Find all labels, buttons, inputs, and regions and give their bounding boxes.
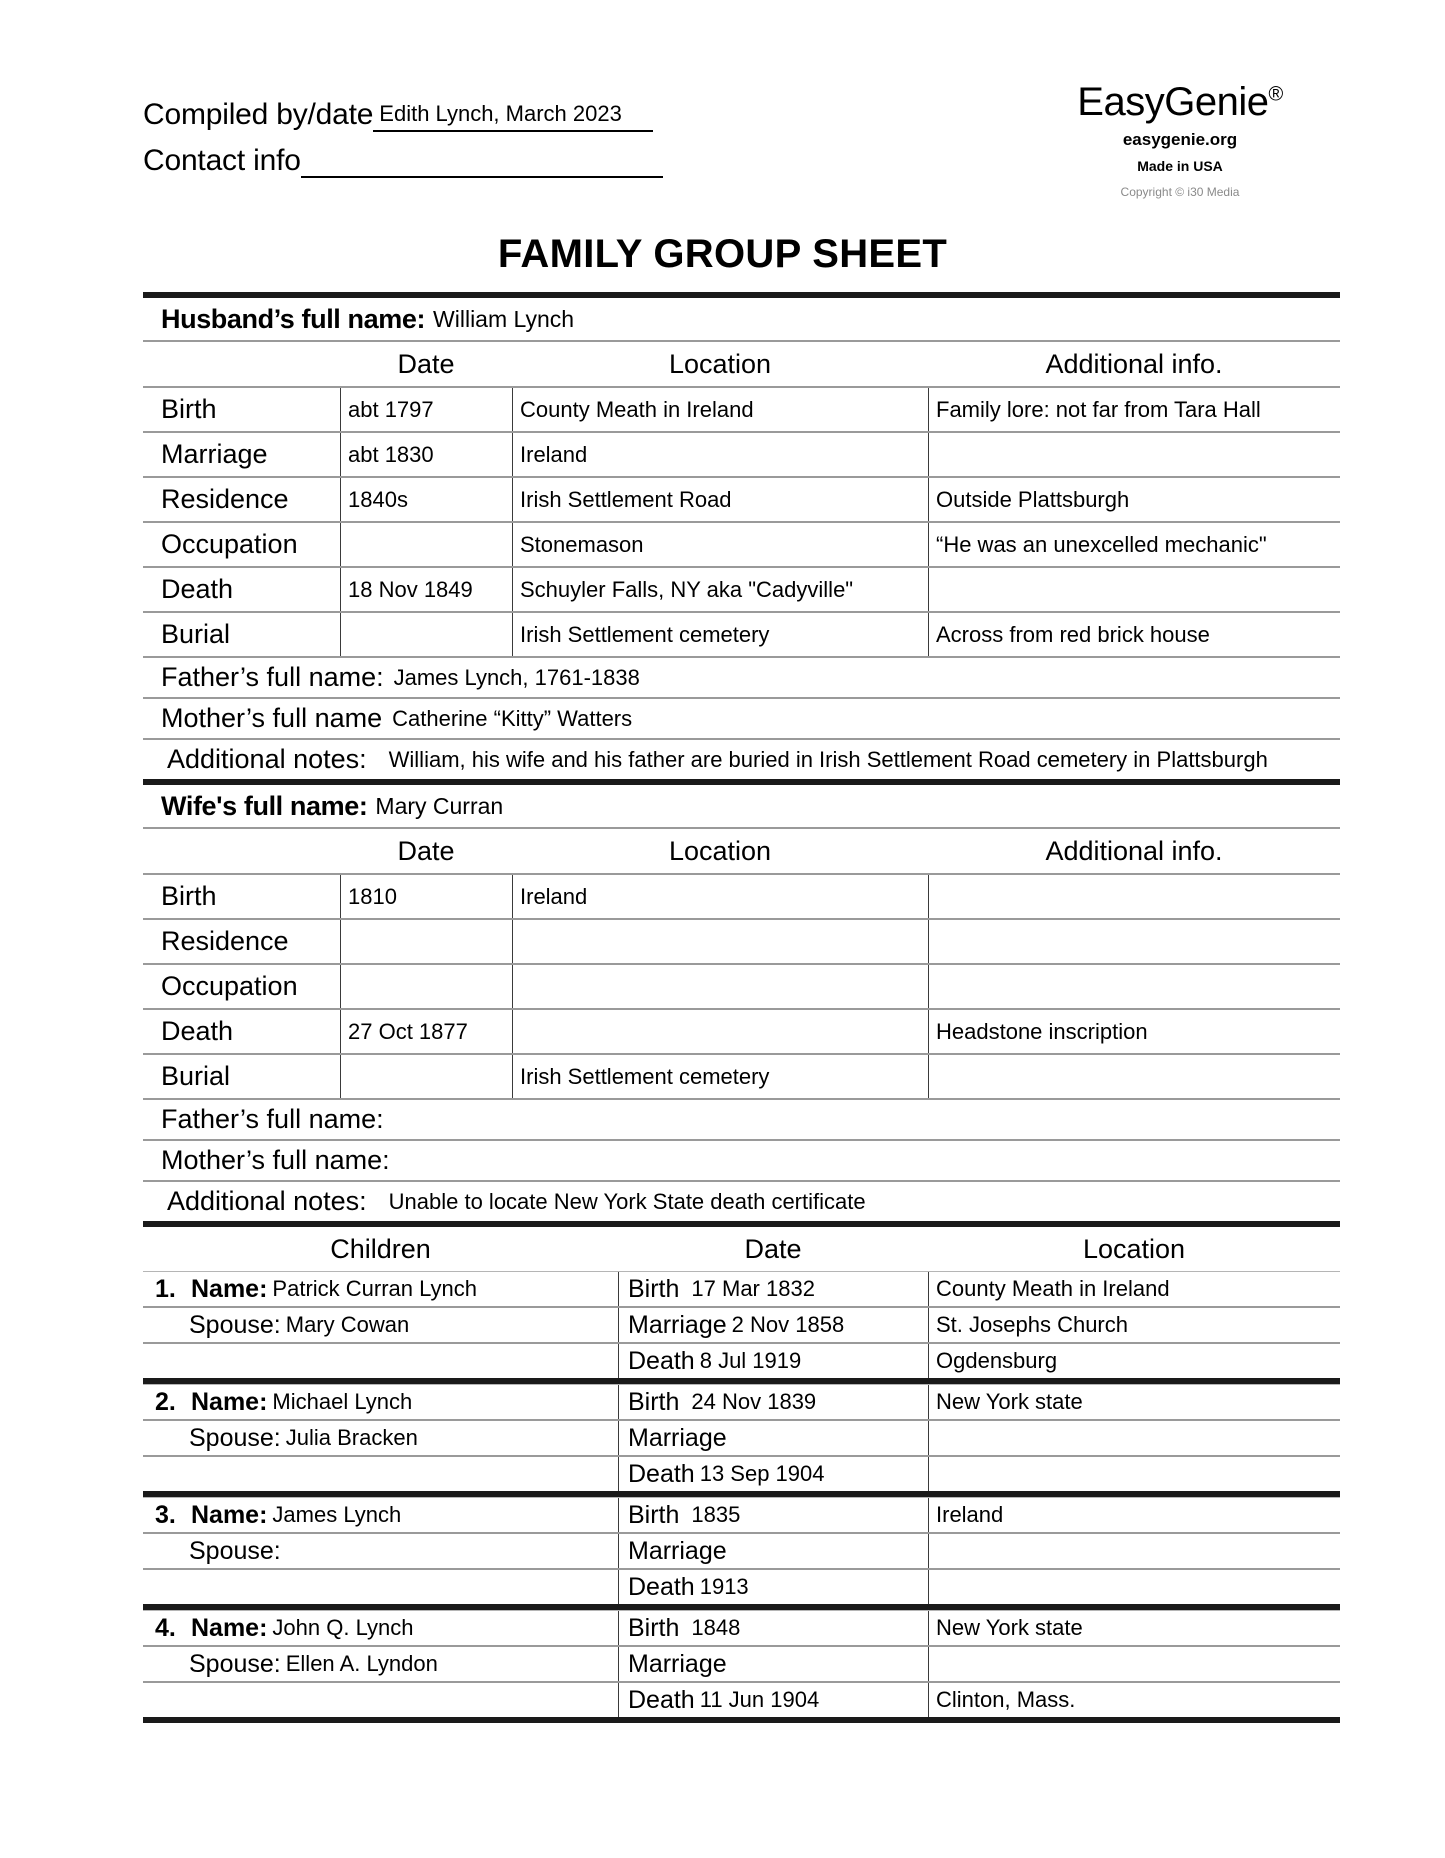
wife-event-table [143, 875, 1340, 1098]
husband-row-location[interactable]: Irish Settlement Road [512, 478, 928, 521]
child-spouse-cell[interactable] [143, 1421, 618, 1455]
husband-colhead-date: Date [397, 348, 455, 379]
husband-row-additional[interactable]: Family lore: not far from Tara Hall [928, 388, 1340, 431]
husband-father-value: James Lynch, 1761-1838 [393, 664, 640, 690]
child-death-label: Death [628, 1459, 695, 1488]
child-name-value: James Lynch [272, 1502, 402, 1527]
husband-row-location[interactable]: Irish Settlement cemetery [512, 613, 928, 656]
table-row[interactable] [143, 431, 1340, 476]
child-birth-label: Birth [628, 1500, 680, 1529]
child-birth-location[interactable]: New York state [928, 1611, 1340, 1645]
child-block [143, 1384, 1340, 1491]
table-row[interactable] [143, 388, 1340, 431]
wife-row-location[interactable] [512, 1010, 928, 1053]
husband-row-label: Residence [161, 484, 289, 514]
child-birth-location[interactable]: County Meath in Ireland [928, 1272, 1340, 1306]
table-row[interactable] [143, 1053, 1340, 1098]
child-death-cell[interactable] [618, 1570, 928, 1604]
husband-row-label: Occupation [161, 529, 298, 559]
wife-row-label: Death [161, 1016, 234, 1046]
husband-colhead-location: Location [668, 348, 772, 379]
child-marriage-location[interactable] [928, 1421, 1340, 1455]
child-spouse-cell[interactable] [143, 1534, 618, 1568]
wife-colhead-date: Date [397, 835, 455, 866]
registered-trademark-icon: ® [1268, 83, 1283, 106]
child-death-row[interactable] [143, 1342, 1340, 1378]
divider-sheet-bottom [143, 1717, 1340, 1723]
husband-row-date[interactable] [340, 613, 512, 656]
wife-colhead-additional: Additional info. [1045, 835, 1223, 866]
child-death-row[interactable] [143, 1568, 1340, 1604]
child-birth-label: Birth [628, 1613, 680, 1642]
easygenie-branding [1020, 80, 1340, 200]
wife-notes-row[interactable] [143, 1180, 1340, 1221]
wife-row-location[interactable] [512, 965, 928, 1008]
child-name-row[interactable] [143, 1271, 1340, 1306]
child-spouse-value: Julia Bracken [285, 1425, 418, 1450]
husband-row-additional[interactable] [928, 568, 1340, 611]
table-row[interactable] [143, 521, 1340, 566]
child-death-label: Death [628, 1346, 695, 1375]
wife-row-date[interactable] [340, 1055, 512, 1098]
child-death-cell[interactable] [618, 1457, 928, 1491]
wife-notes-value: Unable to locate New York State death certificate [388, 1188, 866, 1214]
wife-row-label: Occupation [161, 971, 298, 1001]
husband-row-label: Burial [161, 619, 231, 649]
wife-row-location[interactable]: Irish Settlement cemetery [512, 1055, 928, 1098]
child-block [143, 1610, 1340, 1717]
wife-name-row[interactable] [143, 785, 1340, 827]
child-marriage-cell[interactable] [618, 1534, 928, 1568]
contact-info-label: Contact info [143, 144, 301, 177]
husband-row-date[interactable]: abt 1830 [340, 433, 512, 476]
wife-mother-row[interactable] [143, 1139, 1340, 1180]
children-colhead-date: Date [744, 1233, 802, 1264]
wife-row-location[interactable] [512, 920, 928, 963]
wife-row-date[interactable]: 27 Oct 1877 [340, 1010, 512, 1053]
wife-father-row[interactable] [143, 1098, 1340, 1139]
child-death-date: 11 Jun 1904 [699, 1687, 820, 1712]
husband-row-label: Birth [161, 394, 217, 424]
wife-row-label: Residence [161, 926, 289, 956]
child-spouse-label: Spouse: [189, 1423, 281, 1452]
husband-mother-label: Mother’s full name [161, 703, 383, 733]
child-marriage-cell[interactable] [618, 1308, 928, 1342]
child-death-location[interactable] [928, 1570, 1340, 1604]
child-death-location[interactable] [928, 1457, 1340, 1491]
husband-colhead-additional: Additional info. [1045, 348, 1223, 379]
husband-notes-label: Additional notes: [167, 744, 367, 774]
wife-row-additional[interactable]: Headstone inscription [928, 1010, 1340, 1053]
child-death-label: Death [628, 1572, 695, 1601]
husband-mother-row[interactable] [143, 697, 1340, 738]
husband-row-location[interactable]: County Meath in Ireland [512, 388, 928, 431]
child-spouse-cell[interactable] [143, 1647, 618, 1681]
child-number: 4. [155, 1613, 176, 1642]
husband-row-label: Marriage [161, 439, 268, 469]
child-block [143, 1497, 1340, 1604]
table-row[interactable] [143, 963, 1340, 1008]
child-blank-cell [143, 1344, 618, 1378]
child-number: 2. [155, 1387, 176, 1416]
child-blank-cell [143, 1570, 618, 1604]
husband-name-value: William Lynch [433, 305, 575, 332]
table-row[interactable] [143, 1008, 1340, 1053]
child-birth-cell[interactable] [618, 1272, 928, 1306]
child-marriage-location[interactable] [928, 1534, 1340, 1568]
child-block [143, 1271, 1340, 1378]
child-blank-cell [143, 1457, 618, 1491]
husband-name-label: Husband’s full name: [161, 303, 426, 334]
child-birth-label: Birth [628, 1387, 680, 1416]
child-name-value: Patrick Curran Lynch [272, 1276, 478, 1301]
child-birth-label: Birth [628, 1274, 680, 1303]
contact-info-field[interactable] [301, 146, 663, 178]
child-spouse-row[interactable] [143, 1532, 1340, 1568]
child-birth-cell[interactable] [618, 1611, 928, 1645]
wife-column-headers [143, 829, 1340, 873]
child-birth-location[interactable]: Ireland [928, 1498, 1340, 1532]
table-row[interactable] [143, 611, 1340, 656]
husband-notes-row[interactable] [143, 738, 1340, 779]
child-birth-date: 1848 [691, 1615, 741, 1640]
husband-row-label: Death [161, 574, 234, 604]
compiled-by-label: Compiled by/date [143, 98, 374, 131]
wife-row-location[interactable]: Ireland [512, 875, 928, 918]
brand-name-text: EasyGenie [1077, 80, 1269, 124]
child-spouse-cell[interactable] [143, 1308, 618, 1342]
child-death-cell[interactable] [618, 1683, 928, 1717]
wife-row-additional[interactable] [928, 875, 1340, 918]
child-name-cell[interactable] [143, 1611, 618, 1645]
child-marriage-location[interactable]: St. Josephs Church [928, 1308, 1340, 1342]
child-birth-date: 24 Nov 1839 [691, 1389, 817, 1414]
child-name-row[interactable] [143, 1497, 1340, 1532]
child-spouse-row[interactable] [143, 1419, 1340, 1455]
husband-column-headers [143, 342, 1340, 386]
child-death-row[interactable] [143, 1681, 1340, 1717]
compiled-by-value: Edith Lynch, March 2023 [379, 101, 622, 126]
wife-row-date[interactable] [340, 920, 512, 963]
husband-row-location[interactable]: Stonemason [512, 523, 928, 566]
wife-row-date[interactable] [340, 965, 512, 1008]
child-name-label: Name: [191, 1500, 268, 1529]
child-spouse-label: Spouse: [189, 1310, 281, 1339]
brand-name [1020, 80, 1340, 124]
husband-name-row[interactable] [143, 298, 1340, 340]
children-colhead-location: Location [1082, 1233, 1186, 1264]
child-birth-date: 1835 [691, 1502, 741, 1527]
husband-row-date[interactable] [340, 523, 512, 566]
child-marriage-label: Marriage [628, 1310, 727, 1339]
wife-row-label: Burial [161, 1061, 231, 1091]
wife-row-additional[interactable] [928, 920, 1340, 963]
child-birth-cell[interactable] [618, 1385, 928, 1419]
wife-row-label: Birth [161, 881, 217, 911]
child-birth-date: 17 Mar 1832 [691, 1276, 815, 1301]
husband-mother-value: Catherine “Kitty” Watters [392, 705, 633, 731]
table-row[interactable] [143, 476, 1340, 521]
child-death-row[interactable] [143, 1455, 1340, 1491]
husband-father-row[interactable] [143, 656, 1340, 697]
children-column-headers [143, 1227, 1340, 1271]
child-name-value: John Q. Lynch [272, 1615, 414, 1640]
child-birth-cell[interactable] [618, 1498, 928, 1532]
child-name-row[interactable] [143, 1384, 1340, 1419]
wife-notes-label: Additional notes: [167, 1186, 367, 1216]
child-spouse-row[interactable] [143, 1645, 1340, 1681]
husband-event-table [143, 388, 1340, 656]
child-name-label: Name: [191, 1613, 268, 1642]
child-death-location[interactable]: Clinton, Mass. [928, 1683, 1340, 1717]
copyright-notice: Copyright © i30 Media [1120, 185, 1240, 199]
child-name-cell[interactable] [143, 1498, 618, 1532]
table-row[interactable] [143, 918, 1340, 963]
child-death-date: 8 Jul 1919 [699, 1348, 802, 1373]
page-title: FAMILY GROUP SHEET [497, 232, 948, 276]
child-name-value: Michael Lynch [272, 1389, 413, 1414]
wife-mother-label: Mother’s full name: [161, 1145, 390, 1175]
wife-name-value: Mary Curran [375, 792, 504, 819]
compiled-by-field[interactable] [373, 100, 653, 132]
child-name-label: Name: [191, 1387, 268, 1416]
child-number: 1. [155, 1274, 176, 1303]
child-spouse-label: Spouse: [189, 1649, 281, 1678]
child-marriage-label: Marriage [628, 1536, 727, 1565]
husband-row-additional[interactable]: Outside Plattsburgh [928, 478, 1340, 521]
child-spouse-row[interactable] [143, 1306, 1340, 1342]
child-name-label: Name: [191, 1274, 268, 1303]
wife-colhead-location: Location [668, 835, 772, 866]
child-blank-cell [143, 1683, 618, 1717]
child-name-cell[interactable] [143, 1272, 618, 1306]
wife-row-additional[interactable] [928, 1055, 1340, 1098]
husband-row-date[interactable]: abt 1797 [340, 388, 512, 431]
child-death-location[interactable]: Ogdensburg [928, 1344, 1340, 1378]
child-name-cell[interactable] [143, 1385, 618, 1419]
made-in-usa-label: Made in USA [1137, 158, 1223, 174]
child-number: 3. [155, 1500, 176, 1529]
husband-row-additional[interactable] [928, 433, 1340, 476]
child-marriage-cell[interactable] [618, 1647, 928, 1681]
wife-father-label: Father’s full name: [161, 1104, 384, 1134]
child-spouse-value: Mary Cowan [285, 1312, 410, 1337]
husband-row-additional[interactable]: Across from red brick house [928, 613, 1340, 656]
husband-father-label: Father’s full name: [161, 662, 384, 692]
sheet-body [143, 292, 1340, 1723]
husband-row-additional[interactable]: “He was an unexcelled mechanic" [928, 523, 1340, 566]
table-row[interactable] [143, 875, 1340, 918]
brand-website: easygenie.org [1122, 130, 1238, 149]
child-marriage-location[interactable] [928, 1647, 1340, 1681]
child-marriage-label: Marriage [628, 1649, 727, 1678]
child-death-label: Death [628, 1685, 695, 1714]
husband-row-date[interactable]: 18 Nov 1849 [340, 568, 512, 611]
child-spouse-value: Ellen A. Lyndon [285, 1651, 438, 1676]
husband-row-location[interactable]: Ireland [512, 433, 928, 476]
child-death-date: 1913 [699, 1574, 749, 1599]
husband-row-date[interactable]: 1840s [340, 478, 512, 521]
child-marriage-cell[interactable] [618, 1421, 928, 1455]
wife-name-label: Wife's full name: [161, 790, 368, 821]
wife-row-date[interactable]: 1810 [340, 875, 512, 918]
table-row[interactable] [143, 566, 1340, 611]
child-name-row[interactable] [143, 1610, 1340, 1645]
child-death-date: 13 Sep 1904 [699, 1461, 825, 1486]
child-marriage-date: 2 Nov 1858 [731, 1312, 845, 1337]
husband-notes-value: William, his wife and his father are buried in Irish Settlement Road cemetery in Plattsburgh [388, 746, 1268, 772]
children-colhead-children: Children [330, 1233, 431, 1264]
child-marriage-label: Marriage [628, 1423, 727, 1452]
child-birth-location[interactable]: New York state [928, 1385, 1340, 1419]
child-spouse-label: Spouse: [189, 1536, 281, 1565]
child-death-cell[interactable] [618, 1344, 928, 1378]
wife-row-additional[interactable] [928, 965, 1340, 1008]
husband-row-location[interactable]: Schuyler Falls, NY aka "Cadyville" [512, 568, 928, 611]
